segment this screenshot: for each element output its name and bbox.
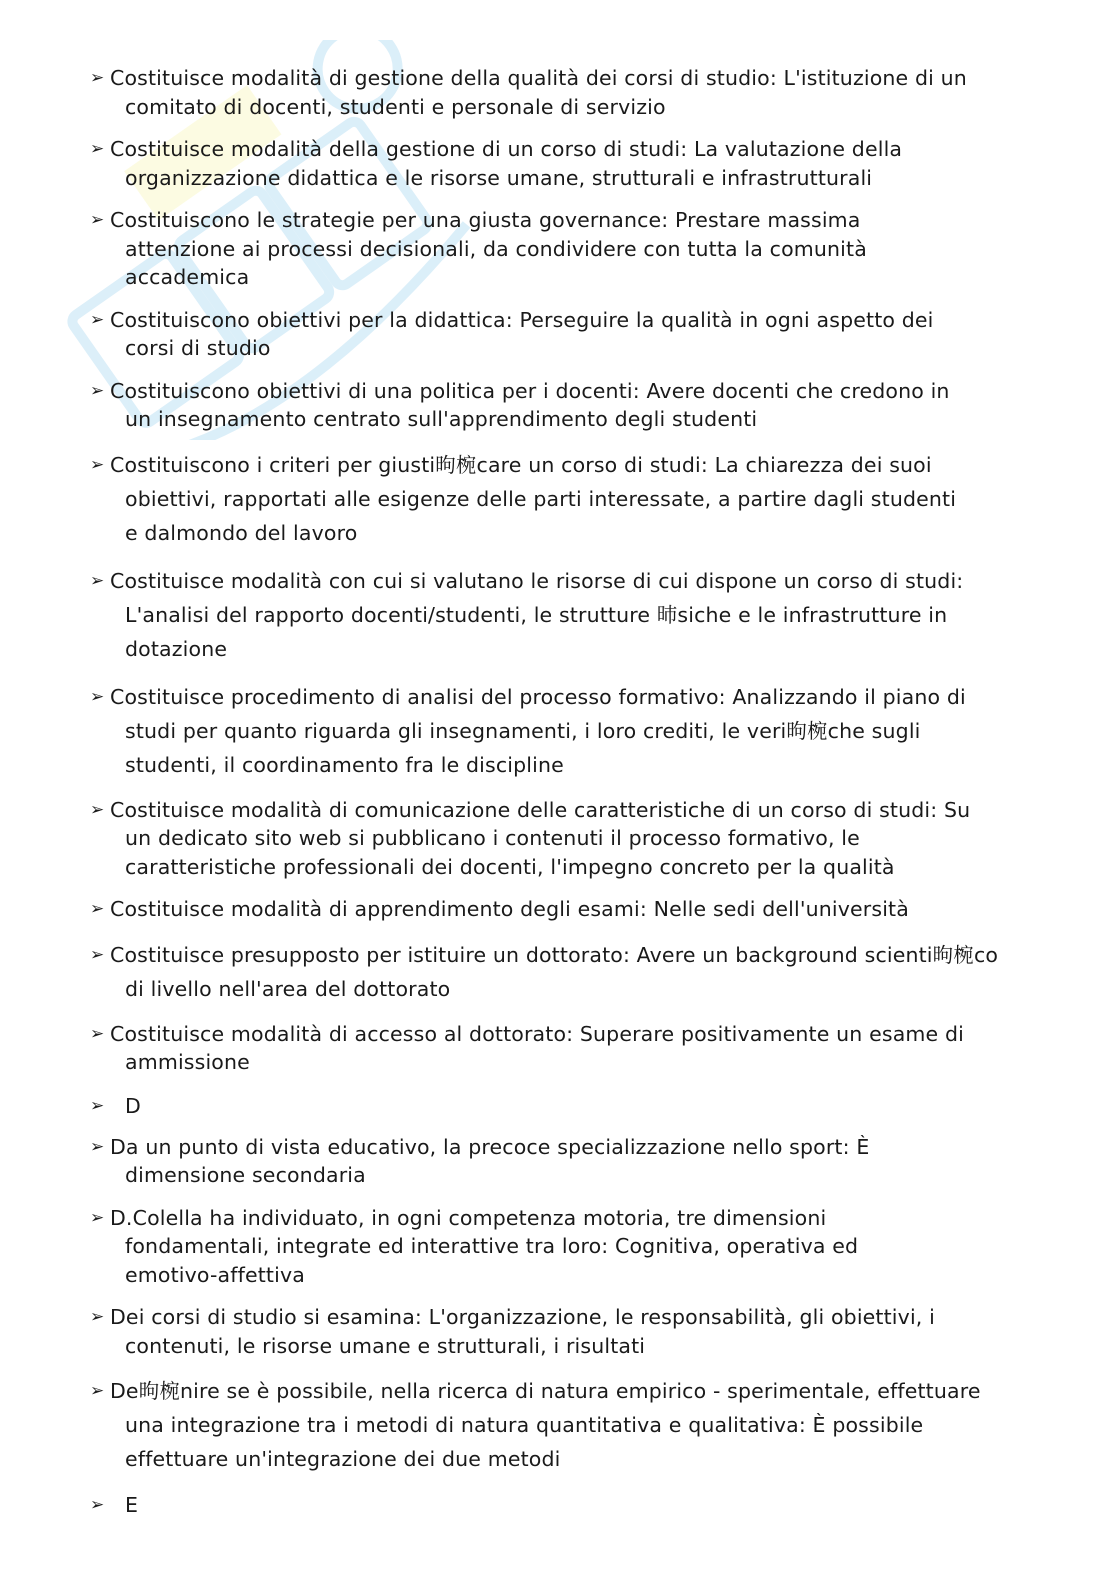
list-item (90, 1020, 1040, 1077)
list-item-text: De昫椀nire se è possibile, nella ricerca di natura empirico - sperimentale, effettuare (110, 1379, 981, 1403)
list-item-continuation: studi per quanto riguarda gli insegnamenti, i loro crediti, le veri昫椀che sugli (125, 718, 921, 743)
list-item-text: Dei corsi di studio si esamina: L'organizzazione, le responsabilità, gli obiettivi, i (110, 1305, 935, 1329)
list-item-text: Costituisce modalità di comunicazione delle caratteristiche di un corso di studi: Su (110, 797, 971, 822)
list-item-continuation: contenuti, le risorse umane e strutturali, i risultati (125, 1333, 646, 1358)
list-item-continuation: di livello nell'area del dottorato (125, 976, 451, 1001)
list-item-continuation: dimensione secondaria (125, 1163, 366, 1187)
list-item (90, 135, 1040, 192)
list-item-continuation: attenzione ai processi decisionali, da condividere con tutta la comunità (125, 236, 867, 261)
list-item (90, 377, 1040, 434)
arrow-bullet-icon: ➢ (90, 380, 105, 401)
arrow-bullet-icon: ➢ (90, 68, 105, 88)
arrow-bullet-icon: ➢ (90, 1136, 105, 1157)
arrow-bullet-icon: ➢ (90, 139, 105, 159)
list-item-text: Costituisce modalità della gestione di un corso di studi: La valutazione della (110, 137, 903, 161)
list-item-continuation: dotazione (125, 636, 228, 661)
list-item-continuation: obiettivi, rapportati alle esigenze delle parti interessate, a partire dagli studenti (125, 486, 957, 511)
list-item (90, 796, 1040, 882)
arrow-bullet-icon: ➢ (90, 1381, 105, 1401)
arrow-bullet-icon: ➢ (90, 944, 105, 965)
list-item (90, 206, 1040, 292)
section-letter-text: E (125, 1493, 138, 1517)
list-item-continuation: organizzazione didattica e le risorse umane, strutturali e infrastrutturali (125, 165, 873, 190)
list-item-continuation: effettuare un'integrazione dei due metodi (125, 1447, 561, 1471)
list-item-text: Costituiscono i criteri per giusti昫椀care un corso di studi: La chiarezza dei suoi (110, 452, 932, 477)
list-item (90, 448, 1040, 550)
list-item-text: D.Colella ha individuato, in ogni competenza motoria, tre dimensioni (110, 1205, 827, 1230)
list-item (90, 1133, 1040, 1190)
arrow-bullet-icon: ➢ (90, 1307, 105, 1327)
list-item-continuation: L'analisi del rapporto docenti/studenti, le strutture 昁siche e le infrastrutture in (125, 602, 948, 627)
list-item-continuation: studenti, il coordinamento fra le discipline (125, 752, 564, 777)
arrow-bullet-icon: ➢ (90, 1095, 105, 1116)
arrow-bullet-icon: ➢ (90, 1495, 105, 1515)
list-item-text: Costituiscono obiettivi di una politica per i docenti: Avere docenti che credono in (110, 378, 950, 403)
list-item-continuation: ammissione (125, 1050, 250, 1074)
list-item-text: Costituisce presupposto per istituire un dottorato: Avere un background scienti昫椀co (110, 942, 999, 967)
arrow-bullet-icon: ➢ (90, 1023, 105, 1044)
list-item-continuation: un dedicato sito web si pubblicano i contenuti il processo formativo, le (125, 826, 860, 850)
arrow-bullet-icon: ➢ (90, 309, 105, 330)
section-letter (90, 1490, 1040, 1520)
list-item (90, 680, 1040, 782)
list-item-text: Da un punto di vista educativo, la precoce specializzazione nello sport: È (110, 1134, 870, 1159)
arrow-bullet-icon: ➢ (90, 570, 105, 591)
list-item (90, 306, 1040, 363)
arrow-bullet-icon: ➢ (90, 686, 105, 707)
arrow-bullet-icon: ➢ (90, 1207, 105, 1228)
list-item-text: Costituisce modalità di gestione della qualità dei corsi di studio: L'istituzione di un (110, 66, 967, 90)
list-item (90, 1204, 1040, 1290)
arrow-bullet-icon: ➢ (90, 210, 105, 230)
list-item-text: Costituisce modalità di accesso al dottorato: Superare positivamente un esame di (110, 1021, 964, 1046)
list-item-continuation: fondamentali, integrate ed interattive tra loro: Cognitiva, operativa ed (125, 1234, 859, 1258)
list-item-text: Costituisce modalità di apprendimento degli esami: Nelle sedi dell'università (110, 897, 909, 921)
list-item (90, 1374, 1040, 1476)
list-item-continuation: e dalmondo del lavoro (125, 520, 358, 545)
list-item (90, 895, 1040, 924)
list-item-text: Costituiscono obiettivi per la didattica: Perseguire la qualità in ogni aspetto dei (110, 307, 934, 332)
section-letter (90, 1091, 1040, 1121)
arrow-bullet-icon: ➢ (90, 454, 105, 475)
list-item-text: Costituisce procedimento di analisi del processo formativo: Analizzando il piano di (110, 684, 966, 709)
list-item-continuation: una integrazione tra i metodi di natura quantitativa e qualitativa: È possibile (125, 1413, 924, 1437)
list-item (90, 1303, 1040, 1360)
list-item-text: Costituisce modalità con cui si valutano le risorse di cui dispone un corso di studi: (110, 568, 964, 593)
list-item-continuation: comitato di docenti, studenti e personale di servizio (125, 94, 666, 119)
list-item-continuation: corsi di studio (125, 336, 271, 360)
list-item-continuation: caratteristiche professionali dei docenti, l'impegno concreto per la qualità (125, 854, 895, 879)
list-item (90, 564, 1040, 666)
section-letter-text: D (125, 1093, 141, 1118)
glossary-list (90, 64, 1040, 1532)
list-item-continuation: accademica (125, 265, 250, 289)
list-item-continuation: un insegnamento centrato sull'apprendimento degli studenti (125, 407, 758, 431)
list-item (90, 64, 1040, 121)
arrow-bullet-icon: ➢ (90, 899, 105, 919)
list-item-continuation: emotivo-affettiva (125, 1262, 305, 1287)
list-item-text: Costituiscono le strategie per una giusta governance: Prestare massima (110, 208, 861, 232)
list-item (90, 938, 1040, 1006)
arrow-bullet-icon: ➢ (90, 799, 105, 820)
